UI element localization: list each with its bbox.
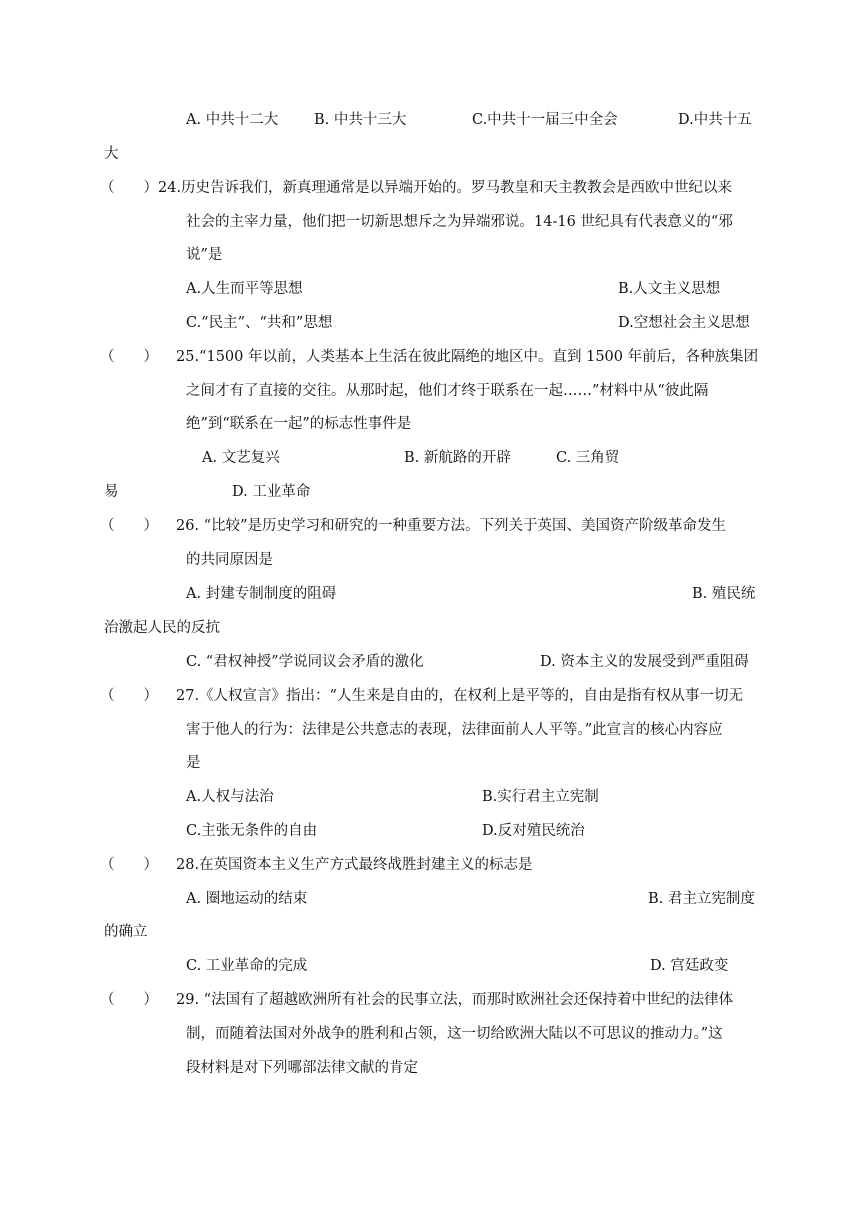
option-b: B. 新航路的开辟 — [404, 450, 511, 466]
question-stem-line: 说”是 — [186, 247, 223, 263]
question-stem-line: 社会的主宰力量，他们把一切新思想斥之为异端邪说。14-16 世纪具有代表意义的“邪 — [186, 214, 733, 230]
question-stem-line: 绝”到“联系在一起”的标志性事件是 — [186, 416, 412, 432]
option-b: B. 中共十三大 — [314, 112, 407, 128]
question-stem-line: 的共同原因是 — [186, 552, 273, 568]
answer-blank: （ ） — [100, 992, 158, 1008]
option-d: D. 工业革命 — [232, 484, 311, 500]
option-d: D.反对殖民统治 — [482, 823, 585, 839]
question-stem-line: 25.“1500 年以前，人类基本上生活在彼此隔绝的地区中。直到 1500 年前后，各种族集团 — [176, 349, 759, 365]
option-d: D. 宫廷政变 — [650, 958, 729, 974]
option-c: C. 三角贸 — [556, 450, 620, 466]
question-stem-line: 26. “比较”是历史学习和研究的一种重要方法。下列关于英国、美国资产阶级革命发生 — [176, 518, 726, 534]
answer-blank: （ ） — [100, 518, 158, 534]
option-d: D.中共十五 — [678, 112, 752, 128]
question-stem-line: 24.历史告诉我们，新真理通常是以异端开始的。罗马教皇和天主教教会是西欧中世纪以来 — [158, 180, 733, 196]
question-stem-line: 28.在英国资本主义生产方式最终战胜封建主义的标志是 — [176, 857, 533, 873]
answer-blank: （ ） — [100, 857, 158, 873]
option-c: C. “君权神授”学说同议会矛盾的激化 — [186, 654, 424, 670]
option-d: D. 资本主义的发展受到严重阻碍 — [540, 654, 749, 670]
option-c: C.“民主”、“共和”思想 — [186, 315, 333, 331]
option-c-continued: 易 — [104, 484, 119, 500]
answer-blank: （ ） — [100, 688, 158, 704]
option-c: C.中共十一届三中全会 — [472, 112, 618, 128]
question-stem-line: 29. “法国有了超越欧洲所有社会的民事立法，而那时欧洲社会还保持着中世纪的法律体 — [176, 992, 734, 1008]
option-a: A. 封建专制制度的阻碍 — [186, 586, 337, 602]
option-a: A.人生而平等思想 — [186, 281, 303, 297]
option-b: B.实行君主立宪制 — [482, 789, 599, 805]
option-a: A. 圈地运动的结束 — [186, 891, 308, 907]
option-a: A.人权与法治 — [186, 789, 274, 805]
option-b: B. 殖民统 — [692, 586, 756, 602]
option-a: A. 中共十二大 — [186, 112, 279, 128]
question-stem-line: 段材料是对下列哪部法律文献的肯定 — [186, 1060, 418, 1076]
option-b-continued: 的确立 — [104, 924, 148, 940]
question-stem-line: 制，而随着法国对外战争的胜利和占领，这一切给欧洲大陆以不可思议的推动力。”这 — [186, 1026, 723, 1042]
option-c: C.主张无条件的自由 — [186, 823, 318, 839]
option-d: D.空想社会主义思想 — [618, 315, 750, 331]
question-stem-line: 是 — [186, 755, 201, 771]
option-c: C. 工业革命的完成 — [186, 958, 308, 974]
option-a: A. 文艺复兴 — [202, 450, 280, 466]
answer-blank: （ ） — [100, 349, 158, 365]
question-stem-line: 之间才有了直接的交往。从那时起，他们才终于联系在一起……”材料中从“彼此隔 — [186, 383, 709, 399]
option-b-continued: 治激起人民的反抗 — [104, 620, 220, 636]
question-stem-line: 害于他人的行为：法律是公共意志的表现，法律面前人人平等。”此宣言的核心内容应 — [186, 722, 723, 738]
option-d-continued: 大 — [104, 146, 119, 162]
question-stem-line: 27.《人权宣言》指出：“人生来是自由的，在权利上是平等的，自由是指有权从事一切无 — [176, 688, 743, 704]
option-b: B.人文主义思想 — [618, 281, 721, 297]
option-b: B. 君主立宪制度 — [648, 891, 755, 907]
answer-blank: （ ） — [100, 180, 158, 196]
